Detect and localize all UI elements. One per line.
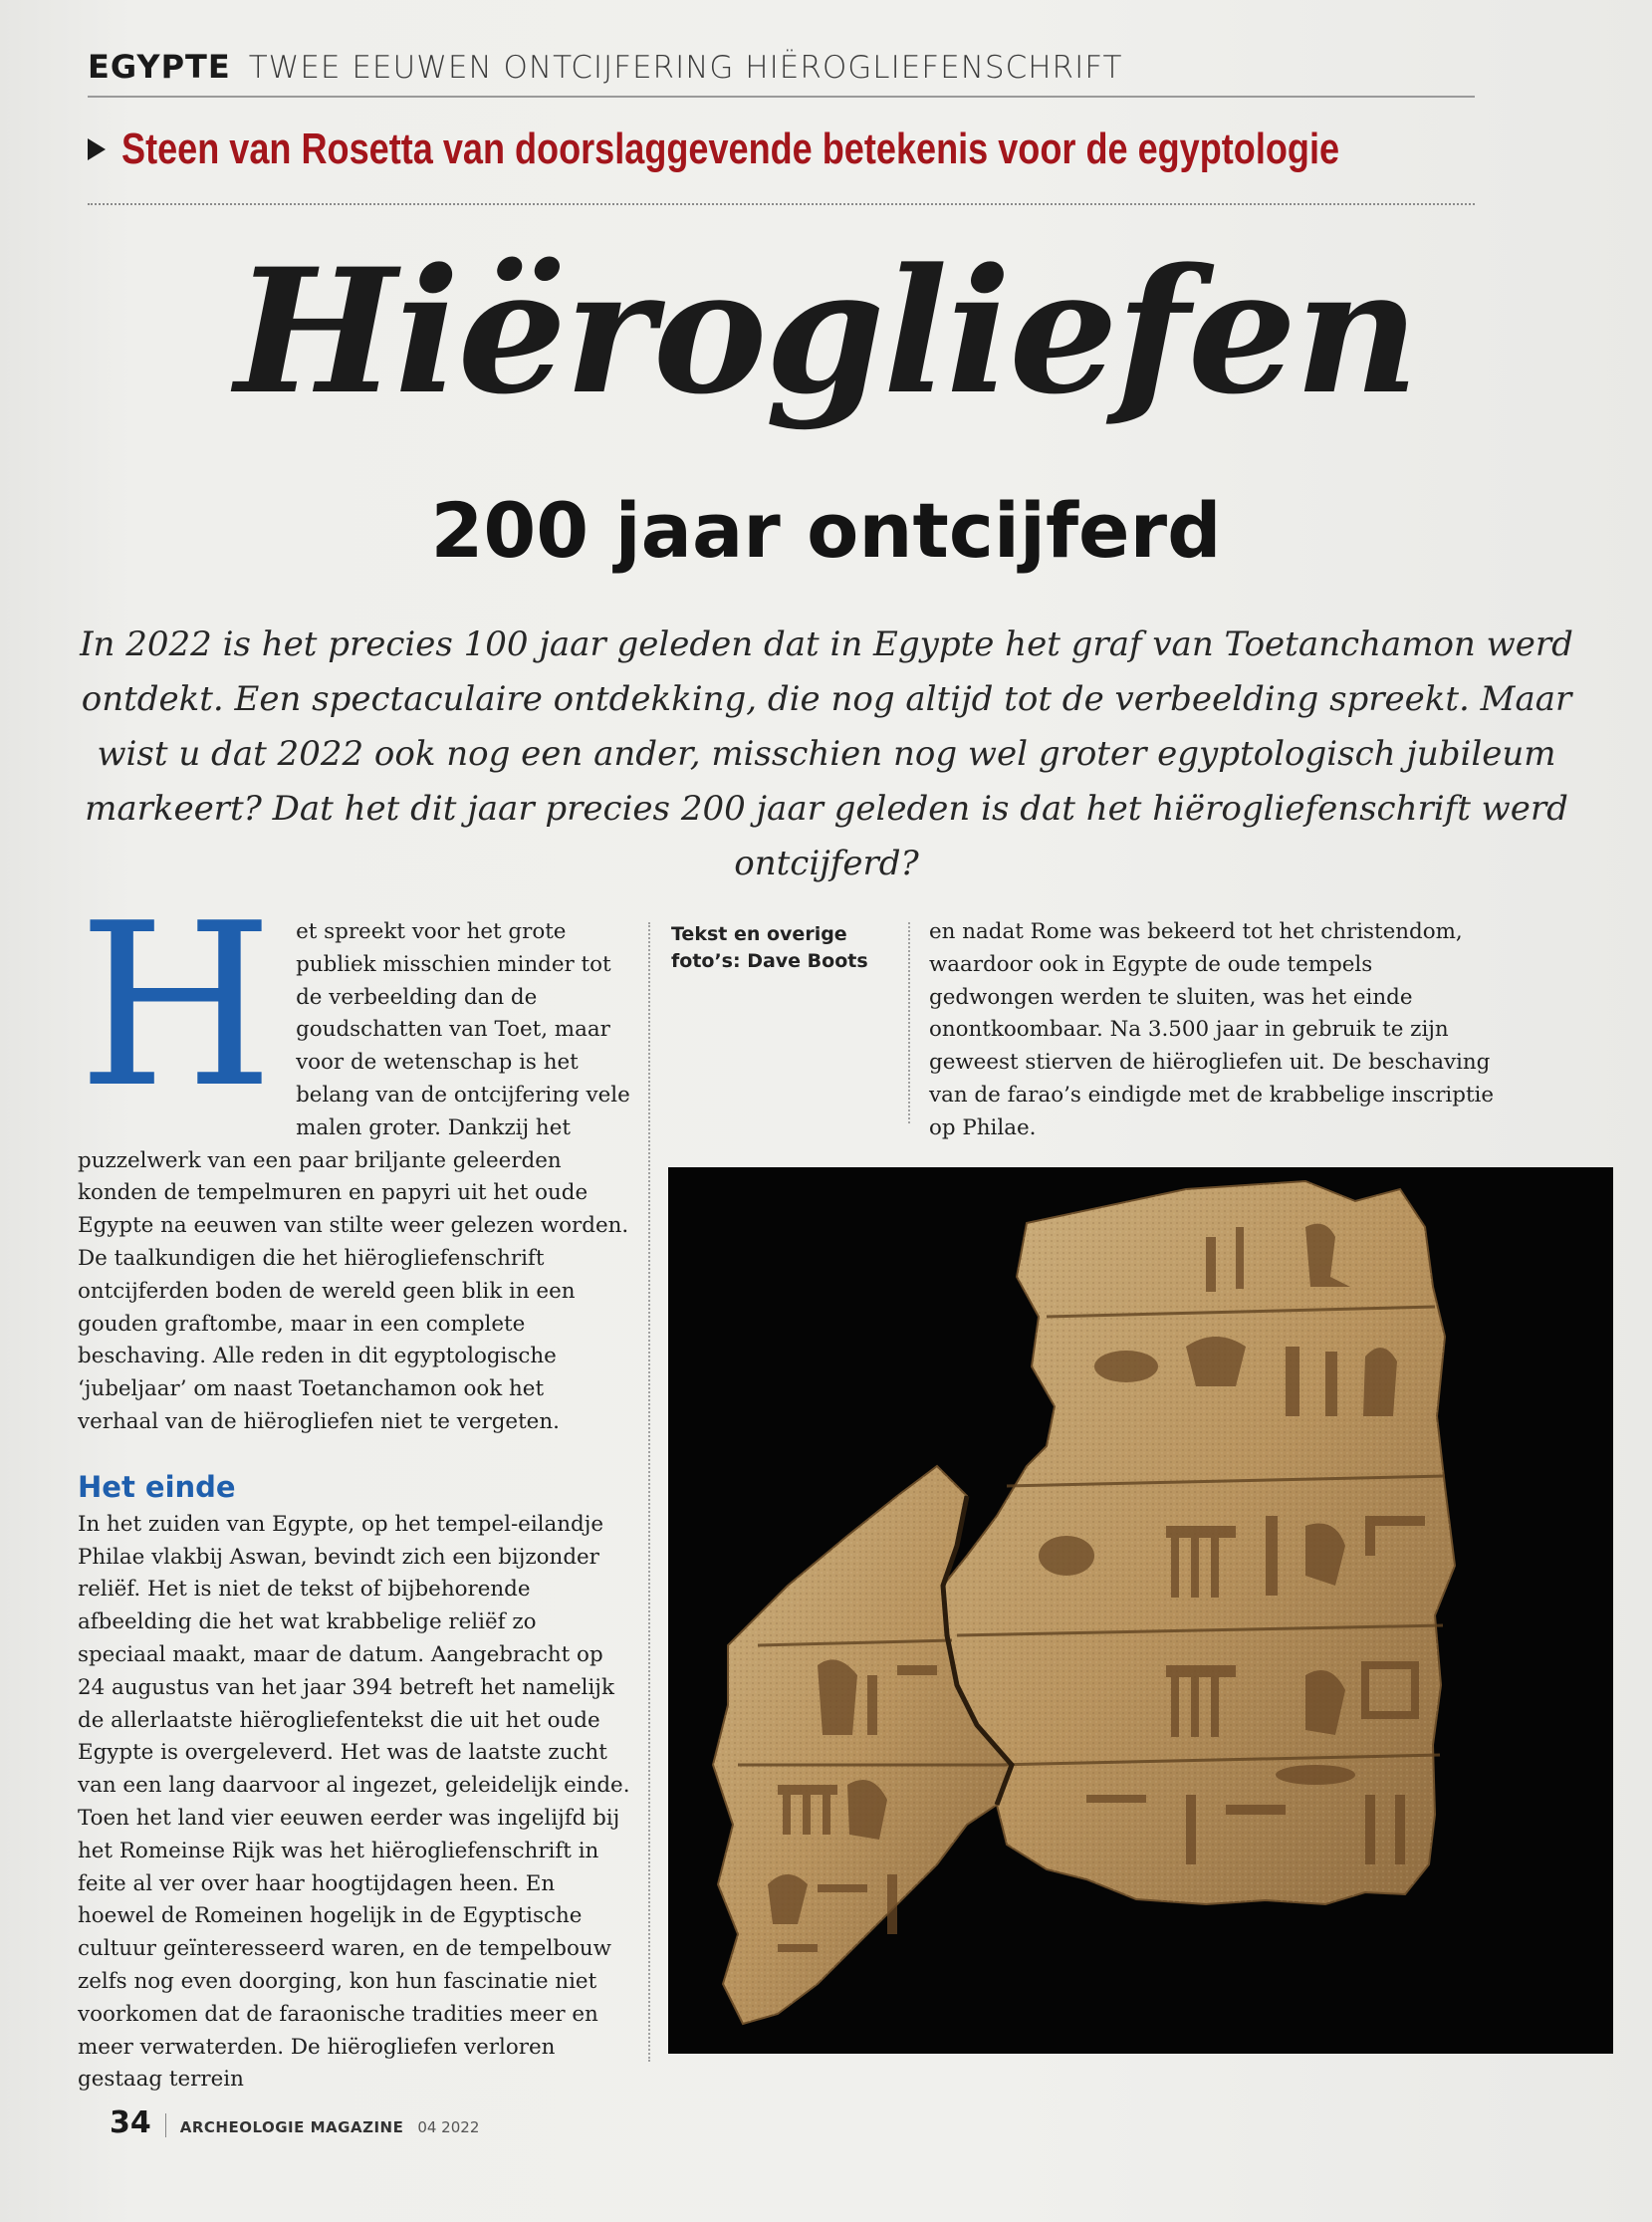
footer-divider xyxy=(165,2113,166,2137)
column-1 xyxy=(78,875,630,2097)
subhead-dotted-rule xyxy=(88,203,1475,205)
drop-cap: H xyxy=(78,875,275,1137)
subhead-text: Steen van Rosetta van doorslaggevende betekenis voor de egyptologie xyxy=(121,124,1340,173)
lead-paragraph: et spreekt voor het grote publiek misschien minder tot de verbeelding dan de goudschatten van Toet, maar voor de wetenschap is het belang van de ontcijfering vele malen groter. Dankzij het puzzelwerk van een paar briljante geleerden konden de tempelmuren en papyri uit het oude Egypte na eeuwen van stilte weer gelezen worden. De taalkundigen die het hiërogliefenschrift ontcijferden boden de wereld geen blik in een gouden graftombe, maar in een complete beschaving. Alle reden in dit egyptologische ‘jubeljaar’ om naast Toetanchamon ook het verhaal van de hiërogliefen niet te vergeten. xyxy=(78,919,630,1434)
page-footer xyxy=(110,2105,479,2145)
column-3 xyxy=(929,916,1497,1145)
section-kicker xyxy=(88,48,1482,92)
section-heading: Het einde xyxy=(78,1469,236,1504)
magazine-name: ARCHEOLOGIE MAGAZINE xyxy=(179,2118,404,2136)
hieroglyph-relief-image xyxy=(668,1167,1613,2054)
column-divider xyxy=(648,922,650,2062)
subsection-label: TWEE EEUWEN ONTCIJFERING HIËROGLIEFENSCHRIFT xyxy=(248,50,1123,86)
section-label: EGYPTE xyxy=(88,48,231,86)
photo-credit: Tekst en overige foto’s: Dave Boots xyxy=(671,923,868,972)
article-subtitle: 200 jaar ontcijferd xyxy=(430,486,1222,575)
continued-paragraph: en nadat Rome was bekeerd tot het christendom, waardoor ook in Egypte de oude tempels gedwongen werden te sluiten, was het einde onontkoombaar. Na 3.500 jaar in gebruik te zijn geweest stierven de hiërogliefen uit. De beschaving van de farao’s eindigde met de krabbelige inscriptie op Philae. xyxy=(929,919,1495,1140)
relief-photo xyxy=(668,1167,1613,2054)
column-divider-short xyxy=(908,922,910,1123)
body-paragraph: In het zuiden van Egypte, op het tempel-eilandje Philae vlakbij Aswan, bevindt zich een bijzonder reliëf. Het is niet de tekst of bijbehorende afbeelding die het wat krabbelige reliëf zo speciaal maakt, maar de datum. Aangebracht op 24 augustus van het jaar 394 betreft het namelijk de allerlaatste hiërogliefentekst die uit het oude Egypte is overgeleverd. Het was de laatste zucht van een lang daarvoor al ingezet, geleidelijk einde. Toen het land vier eeuwen eerder was ingelijfd bij het Romeinse Rijk was het hiërogliefenschrift in feite al ver over haar hoogtijdagen heen. En hoewel de Romeinen hogelijk in de Egyptische cultuur geïnteresseerd waren, en de tempelbouw zelfs nog even doorging, kon hun fascinatie niet voorkomen dat de faraonische tradities meer en meer verwaterden. De hiërogliefen verloren gestaag terrein xyxy=(78,1511,630,2093)
page-number: 34 xyxy=(110,2105,151,2140)
intro-paragraph: In 2022 is het precies 100 jaar geleden dat in Egypte het graf van Toetanchamon werd ontdekt. Een spectaculaire ontdekking, die nog altijd tot de verbeelding spreekt. Maar wist u dat 2022 ook nog een ander, misschien nog wel groter egyptologisch jubileum markeert? Dat het dit jaar precies 200 jaar geleden is dat het hiërogliefenschrift werd ontcijferd? xyxy=(80,624,1573,883)
article-title: Hiërogliefen xyxy=(234,230,1418,432)
subhead xyxy=(88,120,1607,179)
issue-label: 04 2022 xyxy=(417,2118,480,2136)
header-rule xyxy=(88,96,1475,98)
triangle-bullet-icon xyxy=(88,138,106,160)
